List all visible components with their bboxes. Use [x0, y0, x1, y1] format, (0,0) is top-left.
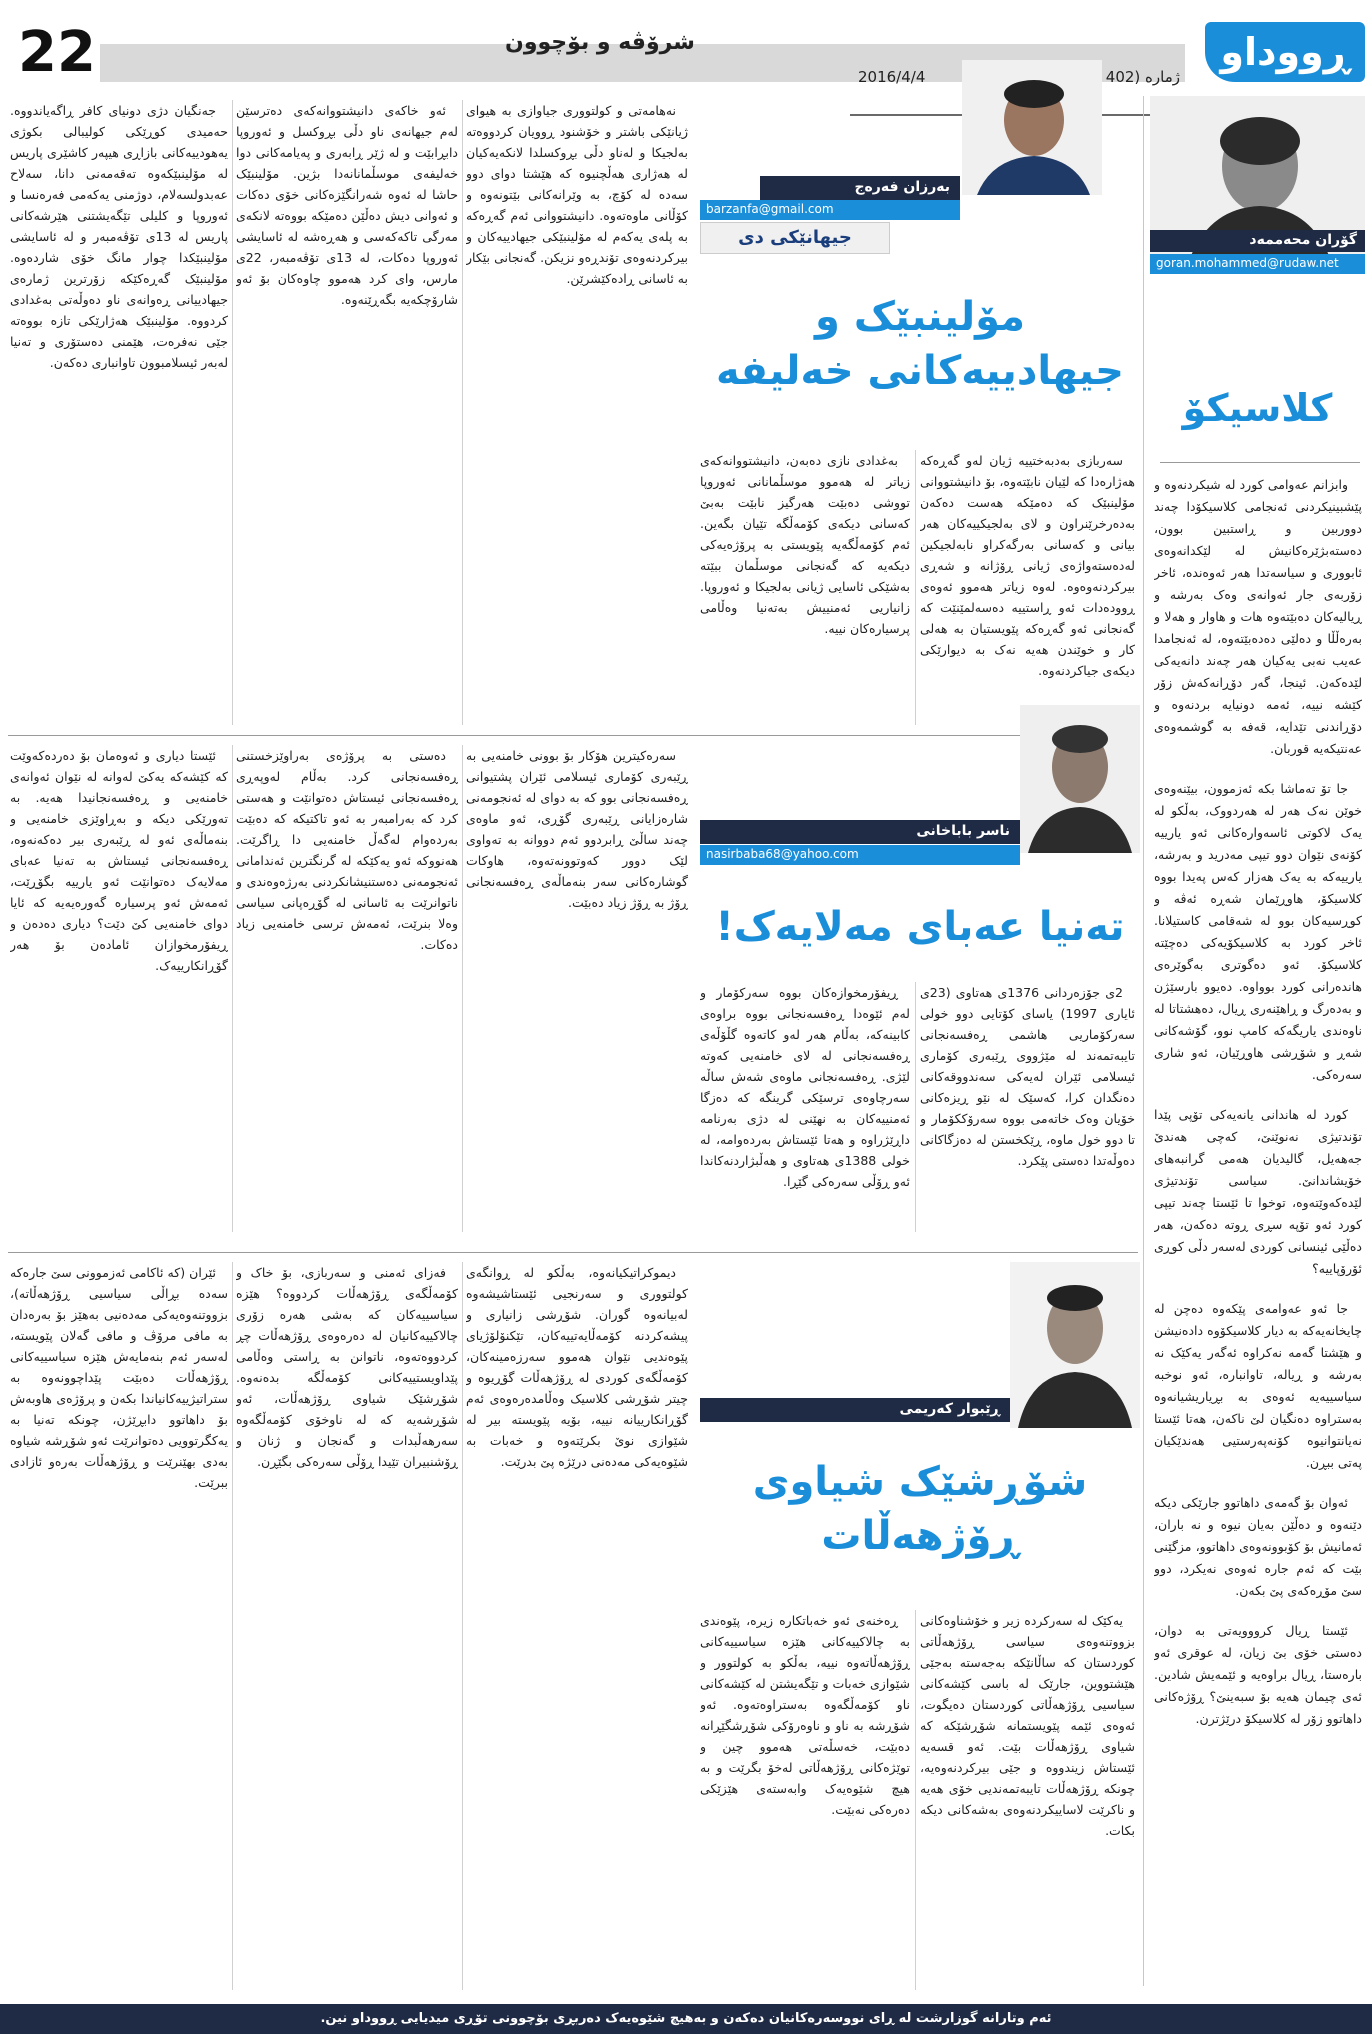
- article3-column-3: [466, 1262, 688, 1990]
- article2-column-1: [920, 982, 1135, 1232]
- article2-text: دەستی بە پرۆژەی بەراوێزخستنی ڕەفسەنجانی کرد. بەڵام لەوپەڕی ڕەفسەنجانی ئیستاش دەتوانێت و هەستی کرد کە بەرامبەر بە ئەو تاکتیکە کە دەبێت بەردەوام لەگەڵ خامنەیی دا ڕاگرێت. هەنووکە ئەو یەکێکە لە گرنگترین ئەندامانی ئەنجومەنی دەستنیشانکردنی بەرژەوەندی و ناتوانرێت بە ئاسانی لە گۆڕەپانی سیاسی وەلا بنرێت، ئەمەش ترسی خامنەیی زیاد دەکات.: [236, 748, 458, 952]
- article1-headline-line1: مۆلینبێک و: [815, 294, 1025, 340]
- issue-number: ژمارە (402: [1040, 68, 1180, 86]
- article3-column-2: [700, 1610, 910, 1990]
- article1-author-name: بەرزان فەرەج: [760, 176, 960, 200]
- side-paragraph: جا ئەو عەوامەی پێکەوە دەچن لە چایخانەیەکە بە دیار کلاسیکۆوە دادەنیشن و هێشتا گەمە نەکراوە ئەگەر یەکێک نە بەرشە و ڕیالە، تاوانبارە، ئەو نوخبە سیاسییەیە ئەوەی بە بڕیاریشیانەوە بەستراوە دەنگیان لێ ناکەن، هەتا ئێستا نەیانتوانیوە کۆنەپەرستیی هەندێکیان پەتی ببڕن.: [1154, 1301, 1362, 1470]
- article3-headline-line2: ڕۆژهەڵات: [821, 1513, 1019, 1559]
- rudaw-logo[interactable]: [1205, 22, 1365, 82]
- article2-text: ئێستا دیاری و ئەوەمان بۆ دەردەکەوێت کە کێشەکە یەکێ لەوانە لە نێوان ئەوانەی خامنەیی و ڕەفسەنجانیدا هەیە. بە تەورێکی دیکە و بەڕاوێزی خامنەیی و بنەماڵەی ئەو لە ڕێبەری بیر دەکەنەوە، ڕەفسەنجانی ئیستاش بە تەنیا عەبای مەلایەک دەتوانێت ئەو یارییە بگۆڕێت، ئەمەش ئەو پرسیارە گەورەیەیە کە ئایا دوای خامنەیی کێ دێت؟ دیاری دەدەن و ڕیفۆرمخوازان ئامادەن بۆ هەر گۆڕانکارییەک.: [10, 748, 228, 973]
- article-divider: [8, 735, 1138, 736]
- column-rule: [232, 1262, 233, 1990]
- side-column-divider: [1143, 96, 1144, 1986]
- side-author-name: گۆران محەممەد: [1150, 230, 1365, 252]
- article2-column-3: [466, 745, 688, 1232]
- column-rule: [915, 450, 916, 725]
- side-author-email[interactable]: goran.mohammed@rudaw.net: [1150, 254, 1365, 274]
- article2-text: ڕیفۆرمخوازەکان بووە سەرکۆمار و لەم ئێوەدا ڕەفسەنجانی بووە براوەی کابینەکە، بەڵام هەر لەو کاتەوە گڵۆڵەی ڕەفسەنجانی لە لای خامنەیی کەوتە لێژی. ڕەفسەنجانی ماوەی شەش ساڵە سەرچاوەی ترسێکی گرینگە کە دەزگا ئەمنییەکان بە نهێنی لە دژی بەرنامە داڕێژراوە و هەتا ئێستاش بەردەوامە، لە خولی 1388ی هەتاوی و هەڵبژاردنەکاندا ئەو ڕۆڵی سەرەکی گێڕا.: [700, 985, 910, 1189]
- article1-text: جەنگیان دژی دونیای کافر ڕاگەیاندووە. حەمیدی کوڕێکی کولیبالی بکوژی یەهودییەکانی بازاڕی هیپەر کاشێری پاریس لە مۆلینبێکەوە تەقەمەنی دانا، سەلاح عەبدولسەلام، دوژمنی یەکەمی فەرەنسا و ئەوروپا و کلیلی تێگەیشتنی هێرشەکانی پاریس لە 13ی تۆڤەمبەر و لە ئاسایشی مۆلینبێکدا چوار مانگ خۆی شاردەوە. مۆلینبێک گەڕەکێکە زۆرترین ژمارەی جیهادییانی ڕەوانەی ناو دەوڵەتی بەغدادی کردووە. مۆلینبێک هەژارێکی تازە بووەتە جێی نەفرەت، هێمنی دەستۆری و تەنیا لەبەر ئیسلامبوون تاوانباری دەکەن.: [10, 103, 228, 370]
- article2-column-5: [10, 745, 228, 1232]
- author-photo-nasir: [1020, 705, 1140, 853]
- page-footer-disclaimer: ئەم وتارانە گوزارشت لە ڕای نووسەرەکانیان دەکەن و بەهیچ شێوەیەک دەربڕی بۆچوونی تۆڕی میدیایی ڕووداو نین.: [0, 2004, 1372, 2034]
- article3-author-name: ڕێبوار کەریمی: [700, 1398, 1010, 1422]
- article2-author-name: ناسر باباخانی: [700, 820, 1020, 844]
- column-rule: [462, 100, 463, 725]
- article3-headline-line1: شۆڕشێک شیاوی: [752, 1459, 1088, 1505]
- side-article-body: [1154, 474, 1362, 2034]
- side-title-divider: [1160, 462, 1360, 463]
- article3-column-4: [236, 1262, 458, 1990]
- article1-column-5: [10, 100, 228, 725]
- side-paragraph: وابزانم عەوامی کورد لە شیکردنەوە و پێشبینیکردنی ئەنجامی کلاسیکۆدا چەند دووربین و ڕاستبین بوون، دەستەبژێرەکانیش لە لێکدانەوەی ئابووری و سیاسەتدا هەر ئەوەندە، ئاخر زۆربەی جار ئەوانەی وەک بەرشە و ڕیالیەکان دەبێتەوە هات و هاوار و هەلا و بەرەڵڵا و دەلێی دەدەبێتەوە، لە ئەنجامدا عەیب نەبی یەکیان هەر چەند دانەیەکی لێدەکەن. ئینجا، گەر دۆڕانەکەش زۆر کێشە نییە، ئەمە دونیایە بردنەوە و دۆڕاندنی تێدایە، قەفە بە گوشمەوەی عەنتیکەیە قوربان.: [1154, 477, 1362, 756]
- article3-text: ڕەخنەی ئەو خەباتکارە زیرە، پێوەندی بە چالاکییەکانی هێزە سیاسییەکانی ڕۆژهەڵاتەوە نییە، بەڵکو بە کولتوور و شێوازی خەبات و تێگەیشتن لە کێشەکانی ناو کۆمەڵگەوە بەستراوەتەوە. ئەو شۆڕشە بە ناو و ناوەرۆکی شۆڕشگێڕانە دەبێت، خەسڵەتی هەموو چین و توێژەکانی ڕۆژهەڵاتی لەخۆ بگرێت و بە هیچ شێوەیەک وابەستەی هێزێکی دەرەکی نەبێت.: [700, 1613, 910, 1817]
- column-rule: [915, 982, 916, 1232]
- portrait-icon: [962, 60, 1102, 195]
- portrait-icon: [1010, 1262, 1140, 1428]
- article1-column-3: [466, 100, 688, 725]
- article1-headline: [700, 290, 1140, 398]
- article1-author-email[interactable]: barzanfa@gmail.com: [700, 200, 960, 220]
- article1-text: بەغدادی نازی دەبەن، دانیشتووانەکەی زیاتر لە هەموو موسڵمانانی ئەوروپا تووشی دەبێت هەرگیز نابێت بەبێ کەسانی دیکەی کۆمەڵگە تێیان بگەین. ئەم کۆمەڵگەیە پێویستی بە پرۆژەیەکی دیکەیە کە گەنجانی موسڵمان ببێتە بەشێکی ئاسایی ژیانی بەلجیکا و ئەوروپا. زانیاریی ئەمنییش بەتەنیا وەڵامی پرسیارەکان نییە.: [700, 453, 910, 636]
- column-rule: [462, 1262, 463, 1990]
- article3-text: ئێران (کە ئاکامی ئەزموونی سێ جارەکە سەدە بڕاڵی سیاسیی ڕۆژهەڵاتە)، بزووتنەوەیەکی مەدەنیی بەهێز بۆ بەرەدان بە مافی مرۆڤ و مافی گەلان پێویستە، لەسەر ئەم بنەمایەش هێزە سیاسییەکانی ڕۆژهەڵات دەبێت پێداچوونەوە بە ستراتیژییەکانیاندا بکەن و پرۆژەی هاوبەش بۆ داهاتوو دابڕێژن، چونکە تەنیا بە یەکگرتوویی دەتوانرێت ئەو شۆڕشە شیاوە بەدی بهێنرێت و ڕۆژهەڵات بەرەو ئازادی ببرێت.: [10, 1265, 228, 1490]
- side-column: [1150, 96, 1365, 1996]
- author-photo-barzan: [962, 60, 1102, 195]
- article2-column-4: [236, 745, 458, 1232]
- article2-text: سەرەکیترین هۆکار بۆ بوونی خامنەیی بە ڕێبەری کۆماری ئیسلامی ئێران پشتیوانی ڕەفسەنجانی بوو کە بە دوای لە ئەنجومەنی شارەزایانی ڕێبەری گۆڕی، ئەو ماوەی چەند ساڵێ ڕابردوو ئەم دووانە بە تەواوی لێک دوور کەوتوونەتەوە، هاوکات گوشارەکانی سەر بنەماڵەی ڕەفسەنجانی ڕۆژ بە ڕۆژ زیاد دەبێت.: [466, 748, 688, 910]
- article1-column-1: [920, 450, 1135, 725]
- column-rule: [915, 1610, 916, 1990]
- column-rule: [462, 745, 463, 1232]
- column-rule: [232, 100, 233, 725]
- article3-text: یەکێک لە سەرکردە زیر و خۆشناوەکانی بزووتنەوەی سیاسی ڕۆژهەڵاتی کوردستان کە ساڵانێکە بەجەسته بەجێی هێشتووین، جارێک لە باسی کێشەکانی سیاسیی ڕۆژهەڵاتی کوردستان دەیگوت، ئەوەی ئێمە پێویستمانە شۆڕشێکە کە شیاوی ڕۆژهەڵات بێت. ئەو قسەیە ئێستاش زیندووە و جێی بیرکردنەوەیە، چونکە ڕۆژهەڵات تایبەتمەندیی خۆی هەیە و ناکرێت لاساییکردنەوەی بەشەکانی دیکە بکات.: [920, 1613, 1135, 1838]
- article1-headline-line2: جیهادییەکانی خەلیفە: [716, 348, 1124, 394]
- article3-text: دیموکراتیکیانەوە، بەڵکو لە ڕوانگەی کولتووری و سەرنجیی ئێستاشیشەوە لەبیانەوە گوران. شۆڕشی زانیاری و پیشەکردنە کۆمەڵایەتییەکان، تێکنۆلۆژیای پێوەندیی نێوان هەموو سەرزەمینەکان، کۆمەڵگەی کوردی لە ڕۆژهەڵات گۆڕیوە و چیتر شۆڕشی کلاسیک وەڵامدەرەوەی ئەم گۆڕانکارییانە نییە، بۆیە پێویستە بیر لە شێوازی نوێ بکرێتەوە و خەبات بە شێوەیەکی مەدەنی درێژە پێ بدرێت.: [466, 1265, 688, 1469]
- side-paragraph: کورد لە هاندانی یانەیەکی تۆپی پێدا تۆندتیژی نەنوێنێ، کەچی هەندێ جەهەیل، گالیدیان هەمی گرانبەهای خۆیشاندانێ. سیاسی تۆندتیژی لێدەکەوێتەوە، توخوا تا ئێستا چەند تیپی کورد ئەو تۆپە سڕی ڕوتە دەکەن، هەر دەڵێی ئینسانی کوردی لەسەر دڵی کوڕی ئۆرۆپاییە؟: [1154, 1107, 1362, 1276]
- section-title: شرۆڤە و بۆچوون: [505, 30, 695, 55]
- side-paragraph: ئەوان بۆ گەمەی داهاتوو جارێکی دیکە دێنەوە و دەڵێن بەیان نیوە و نە باران، ئەمانیش بۆ کۆبوونەوەی داهاتوو، مزگێنی بێت کە ئەم جارە ئەوەی نەیکرد، دوو سێ مۆڕەکەی پێ بکەن.: [1154, 1495, 1362, 1598]
- article3-text: فەزای ئەمنی و سەربازی، بۆ خاک و کۆمەڵگەی ڕۆژهەڵات کردووە؟ هێزە سیاسییەکان کە بەشی هەرە زۆری چالاکییەکانیان لە دەرەوەی ڕۆژهەڵات چڕ کردووەتەوە، ناتوانن بە ڕاستی وەڵامی پێداویستییەکانی کۆمەڵگە بدەنەوە. شۆڕشێک شیاوی ڕۆژهەڵات، ئەو شۆڕشەیە کە لە ناوخۆی کۆمەڵگەوە سەرهەڵبدات و گەنجان و ژنان و ڕۆشنبیران تێیدا ڕۆڵی سەرەکی بگێڕن.: [236, 1265, 458, 1469]
- side-article-title: کلاسیکۆ: [1182, 386, 1333, 430]
- article1-column-4: [236, 100, 458, 725]
- page-number: 22: [18, 20, 96, 85]
- article2-column-2: [700, 982, 910, 1232]
- article1-text: نەهامەتی و کولتووری جیاوازی بە هیوای ژیانێکی باشتر و خۆشنود ڕوویان کردووەتە بەلجیکا و لەناو دڵی بڕوکسلدا لانکەیەکیان لە هەژاری هەڵچنیوە کە هێشتا دوای دوو سەدە لە کۆچ، بە وێرانەکانی بێتونەوە و کۆڵانی ماوەتەوە. دانیشتووانی ئەم گەڕەکە بە پلەی یەکەم لە مۆلینبێکی جیهادییەکان و بیرکردنەوەی تۆندڕەو نزیکن. گەنجانی بێکار بە ئاسانی ڕادەکێشرێن.: [466, 103, 688, 286]
- article2-headline: تەنیا عەبای مەلایەک!: [715, 904, 1125, 950]
- article3-headline: [700, 1455, 1140, 1563]
- article3-column-5: [10, 1262, 228, 1990]
- logo-text: ڕووداو: [1220, 30, 1350, 74]
- article1-column-2: [700, 450, 910, 725]
- article1-kicker: جیهانێکی دی: [700, 222, 890, 254]
- column-rule: [232, 745, 233, 1232]
- portrait-icon: [1020, 705, 1140, 853]
- article3-column-1: [920, 1610, 1135, 1990]
- article2-text: 2ی جۆزەردانی 1376ی هەتاوی (23ی ئایاری 1997) یاسای کۆتایی دوو خولی سەرکۆماریی هاشمی ڕەفسەنجانی تایبەتمەند لە مێژووی ڕێبەری کۆماری ئیسلامی ئێران لەیەکی سەندووقەکانی دەنگدان کرا، کەسێک لە نێو ڕیزەکانی خۆیان وەک خاتەمی بووە سەرۆککۆمار و تا دوو خول ماوە، ڕێکخستن لە دەزگاکانی دەوڵەتدا دەستی پێکرد.: [920, 985, 1135, 1168]
- issue-date: 2016/4/4: [858, 68, 926, 86]
- side-paragraph: جا تۆ تەماشا بکە ئەزموون، بیێنەوەی خوێن نەک هەر لە هەردووک، بەڵکو لە یەک لاکوتی ئاسەوارەکانی ئەو یارییە کۆنەی نێوان دوو تیپی مەدرید و بەرشە، یارییەکە بە یەک هەزار کەس پەیدا بووە کلاسیکۆ، هاوڕێمان شەڕە ئەڤە و کوڕسیەکان بوو لە شەقامی کاستیلانا. ئاخر کورد بە کلاسیکۆیەکی دەچێتە کلاسیکۆ. ئەو دەگوتری بەگوێرەی هاندەرانی کورد بوواوە. دەیوو بارسێژن و بەدەرگ و ڕاهێنەری ڕیال، دەهشتاتا لە ناوەندی یاریگەکە کامپ نوو، گۆشەکانی شەڕ و شۆڕشی هاوڕێیان، ئەو شاری سەرەکی.: [1154, 781, 1362, 1082]
- article2-author-email[interactable]: nasirbaba68@yahoo.com: [700, 845, 1020, 865]
- side-paragraph: ئێستا ڕیال کرووویەتی بە دوان، دەستی خۆی بێ زیان، لە عوقری ئەو بارەستا، ڕیال براوەیە و ئێمەیش شادین. ئەی چیمان هەیە بۆ سبەینێ؟ ڕۆژەکانی داهاتوو زۆر لە کلاسیکۆ درێژترن.: [1154, 1623, 1362, 1726]
- article1-text: ئەو خاکەی دانیشتووانەکەی دەترسێن لەم جیهانەی ناو دڵی بڕوکسل و ئەوروپا دابڕابێت و لە ژێر ڕابەری و پەیامەکانی دوا خەلیفەی موسڵمانانەدا بژین. مۆلینبێک حاشا لە ئەوە شەرانگێزەکانی خۆی دەکات و ئەوانی دیش دەڵێن دەمێکە بووەتە لانکەی مەرگی تاکەکەسی و هەڕەشە لە ئاسایشی ئەوروپا دەکات، لە 13ی تۆڤەمبەر، 22ی مارس، وای کرد هەموو چاوەکان بۆ ئەو شارۆچکەیە بگەڕێنەوە.: [236, 103, 458, 307]
- article-divider: [8, 1252, 1138, 1253]
- article1-text: سەربازی بەدبەختییە ژیان لەو گەڕەکە هەژارەدا کە لێیان نابێتەوە، بۆ دانیشتووانی مۆلینبێک کە دەمێکە هەست دەکەن بەدەرخرێنراون و لای بەلجیکییەکان هەر بیانی و کەسانی بەرگەکراو نابەلجیکین لەدەستەواژەی ژیانی ڕۆژانە و شەڕی بیرکردنەوەوە. لەوە زیاتر هەموو ئەوەی ڕوودەدات ئەو ڕاستییە دەسەلمێنێت کە گەنجانی ئەو گەڕەکە پێویستیان بە هەلی کار و خوێندن هەیە نەک بە دیوارێکی دیکەی جیاکردنەوە.: [920, 453, 1135, 678]
- author-photo-rebwar: [1010, 1262, 1140, 1428]
